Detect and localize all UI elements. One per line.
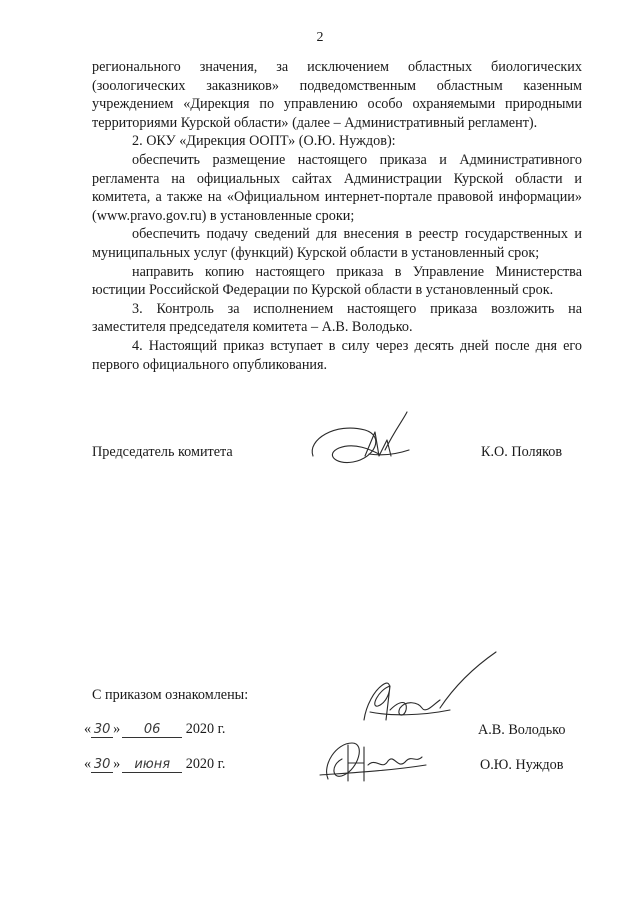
paragraph-continuation: регионального значения, за исключением областных биологических (зоологических заказников» подведомственным областным казенным учреждением «Дирекция по управлению особо охраняемыми природными территориями Курской области» (далее – Административный регламент). (92, 59, 582, 131)
ack-name-nuzhdov: О.Ю. Нуждов (480, 757, 564, 773)
signatory-title: Председатель комитета (92, 444, 233, 460)
ack-row-volodko (84, 721, 225, 738)
page-number: 2 (316, 30, 324, 45)
day-field: 30 (91, 723, 113, 738)
month-field: июня (122, 758, 182, 773)
nuzhdov-signature (318, 735, 428, 785)
year-text: 2020 г. (185, 756, 226, 772)
paragraph-item-2: 2. ОКУ «Дирекция ООПТ» (О.Ю. Нуждов): (132, 133, 396, 150)
ack-row-nuzhdov (84, 756, 225, 773)
paragraph-publish: обеспечить размещение настоящего приказа и Административного регламента на официальных сайтах Администрации Курской области и комитета, а также на «Официальном интернет-портале правовой информации» (www.pravo.gov.ru) в установленные сроки; (92, 151, 582, 224)
month-field: 06 (122, 723, 182, 738)
close-quote: » (113, 756, 121, 772)
signatory-name: К.О. Поляков (481, 444, 563, 460)
close-quote: » (113, 721, 121, 737)
year-text: 2020 г. (185, 721, 226, 737)
document-body (92, 58, 582, 374)
acknowledgement-title: С приказом ознакомлены: (92, 687, 249, 703)
paragraph-item-3: 3. Контроль за исполнением настоящего приказа возложить на заместителя председателя комитета – А.В. Володько. (92, 300, 582, 336)
chairman-signature (305, 410, 415, 470)
paragraph-registry: обеспечить подачу сведений для внесения в реестр государственных и муниципальных услуг (функций) Курской области в установленный срок; (92, 226, 582, 261)
volodko-signature (360, 650, 500, 730)
day-field: 30 (91, 758, 113, 773)
open-quote: « (84, 721, 92, 737)
paragraph-ministry: направить копию настоящего приказа в Управление Министерства юстиции Российской Федерации по Курской области в установленный срок. (92, 263, 582, 299)
ack-name-volodko: А.В. Володько (478, 722, 566, 738)
paragraph-item-4: 4. Настоящий приказ вступает в силу через десять дней после дня его первого официального опубликования. (92, 337, 582, 373)
open-quote: « (84, 756, 92, 772)
